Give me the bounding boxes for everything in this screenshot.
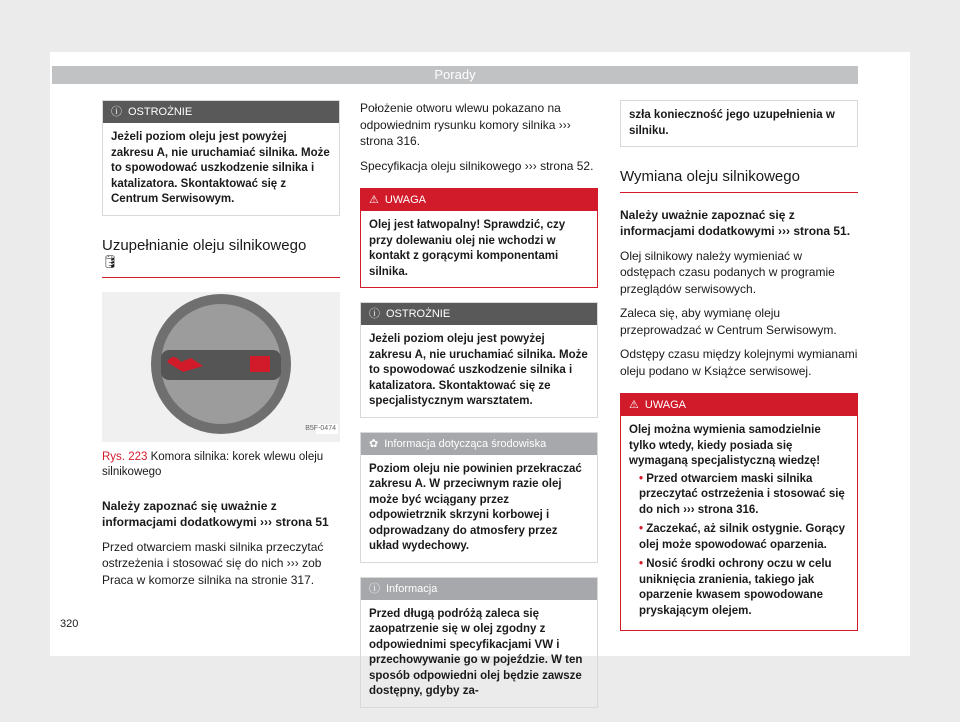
paragraph: Odstępy czasu między kolejnymi wymianami oleju podano w Książce serwisowej.: [620, 347, 858, 378]
caution-box: [102, 100, 340, 216]
caution-body: Jeżeli poziom oleju jest powyżej zakresu A, nie uruchamiać silnika. Może to spowodować uszkodzenie silnika i katalizatora. Skontaktować się z Centrum Serwisowym.: [111, 131, 330, 205]
column-1: [102, 100, 340, 596]
environment-body: Poziom oleju nie powinien przekraczać zakresu A. W przeciwnym razie olej może być wciągany przez odpowietrznik skrzyni korbowej i odprowadzany do atmosfery przez układ wydechowy.: [369, 462, 582, 552]
list-item: • Nosić środki ochrony oczu w celu uniknięcia zranienia, takiego jak oparzenie kwasem spowodowane pryskającym olejem.: [639, 557, 849, 619]
page-number: 320: [60, 618, 79, 630]
caution-header: ⓘ OSTROŻNIE: [103, 101, 339, 123]
oil-can-icon: 🛢: [102, 254, 119, 269]
note-bold: Należy zapoznać się uważnie z informacjami dodatkowymi ››› strona 51: [102, 498, 329, 529]
list-item: • Przed otwarciem maski silnika przeczytać ostrzeżenia i stosować się do nich ››› strona 316.: [639, 472, 849, 519]
environment-box: [360, 432, 598, 563]
info-icon: ⓘ: [369, 582, 380, 595]
page-header: Porady: [52, 66, 858, 84]
column-3: [620, 100, 858, 645]
oil-cap-figure: [102, 292, 340, 442]
warning-list: [629, 472, 849, 620]
paragraph: Zaleca się, aby wymianę oleju przeprowadzać w Centrum Serwisowym.: [620, 306, 837, 337]
figure-code: B5F-0474: [305, 425, 336, 432]
paragraph: Położenie otworu wlewu pokazano na odpowiednim rysunku komory silnika ››› strona 316.: [360, 101, 571, 148]
caution-header: ⓘ OSTROŻNIE: [361, 303, 597, 325]
warning-triangle-icon: ⚠: [629, 399, 639, 411]
warning-header: ⚠ UWAGA: [361, 189, 597, 211]
caution-box: [360, 302, 598, 418]
info-box: [360, 577, 598, 708]
info-circle-icon: ⓘ: [111, 106, 122, 118]
note-bold: Należy uważnie zapoznać się z informacjami dodatkowymi ››› strona 51.: [620, 207, 851, 238]
list-item: • Zaczekać, aż silnik ostygnie. Gorący olej może spowodować oparzenia.: [639, 522, 849, 553]
column-2: [360, 100, 598, 722]
flower-icon: ✿: [369, 437, 379, 450]
paragraph: Specyfikacja oleju silnikowego ››› strona 52.: [360, 158, 594, 173]
paragraph: Olej silnikowy należy wymieniać w odstępach czasu podanych w programie przeglądów serwisowych.: [620, 248, 835, 296]
info-body: Przed długą podróżą zaleca się zaopatrzenie się w olej zgodny z odpowiednimi specyfikacjami VW i przechowywanie go w pojeździe. W ten sposób odpowiedni olej będzie zawsze dostępny, gdyby za-: [369, 607, 583, 697]
warning-body: Olej można wymienia samodzielnie tylko wtedy, kiedy posiada się wymaganą specjalistyczną wiedzę! • Przed otwarciem maski silnika przeczytać ostrzeżenia i stosować się do nich ››› strona 316. • Zaczekać, aż silnik ostygnie. Gorący olej może spowodować oparzenia. • Nosić środki ochrony oczu w celu uniknięcia zranienia, takiego jak oparzenie kwasem spowodowane pryskającym olejem.: [621, 416, 857, 630]
section-title: Uzupełnianie oleju silnikowego 🛢: [102, 238, 340, 278]
oil-cap-illustration: [102, 292, 340, 442]
info-header: ⓘ Informacja: [361, 578, 597, 600]
info-circle-icon: ⓘ: [369, 308, 380, 320]
figure-caption: Rys. 223 Komora silnika: korek wlewu oleju silnikowego: [102, 450, 324, 478]
paragraph: Przed otwarciem maski silnika przeczytać ostrzeżenia i stosować się do nich ››› zob Praca w komorze silnika na stronie 317.: [102, 539, 324, 587]
warning-header: ⚠ UWAGA: [621, 394, 857, 416]
warning-body: Olej jest łatwopalny! Sprawdzić, czy przy dolewaniu olej nie wchodzi w kontakt z gorącymi komponentami silnika.: [369, 219, 566, 278]
warning-box: [360, 188, 598, 288]
warning-box: [620, 393, 858, 631]
caution-body: Jeżeli poziom oleju jest powyżej zakresu A, nie uruchamiać silnika. Może to spowodować uszkodzenie silnika i katalizatora. Skontaktować się ze specjalistycznym warsztatem.: [369, 333, 588, 407]
warning-triangle-icon: ⚠: [369, 194, 379, 206]
info-box-continued: szła konieczność jego uzupełnienia w silniku.: [620, 100, 858, 147]
environment-header: ✿ Informacja dotycząca środowiska: [361, 433, 597, 455]
section-title: Wymiana oleju silnikowego: [620, 169, 858, 193]
